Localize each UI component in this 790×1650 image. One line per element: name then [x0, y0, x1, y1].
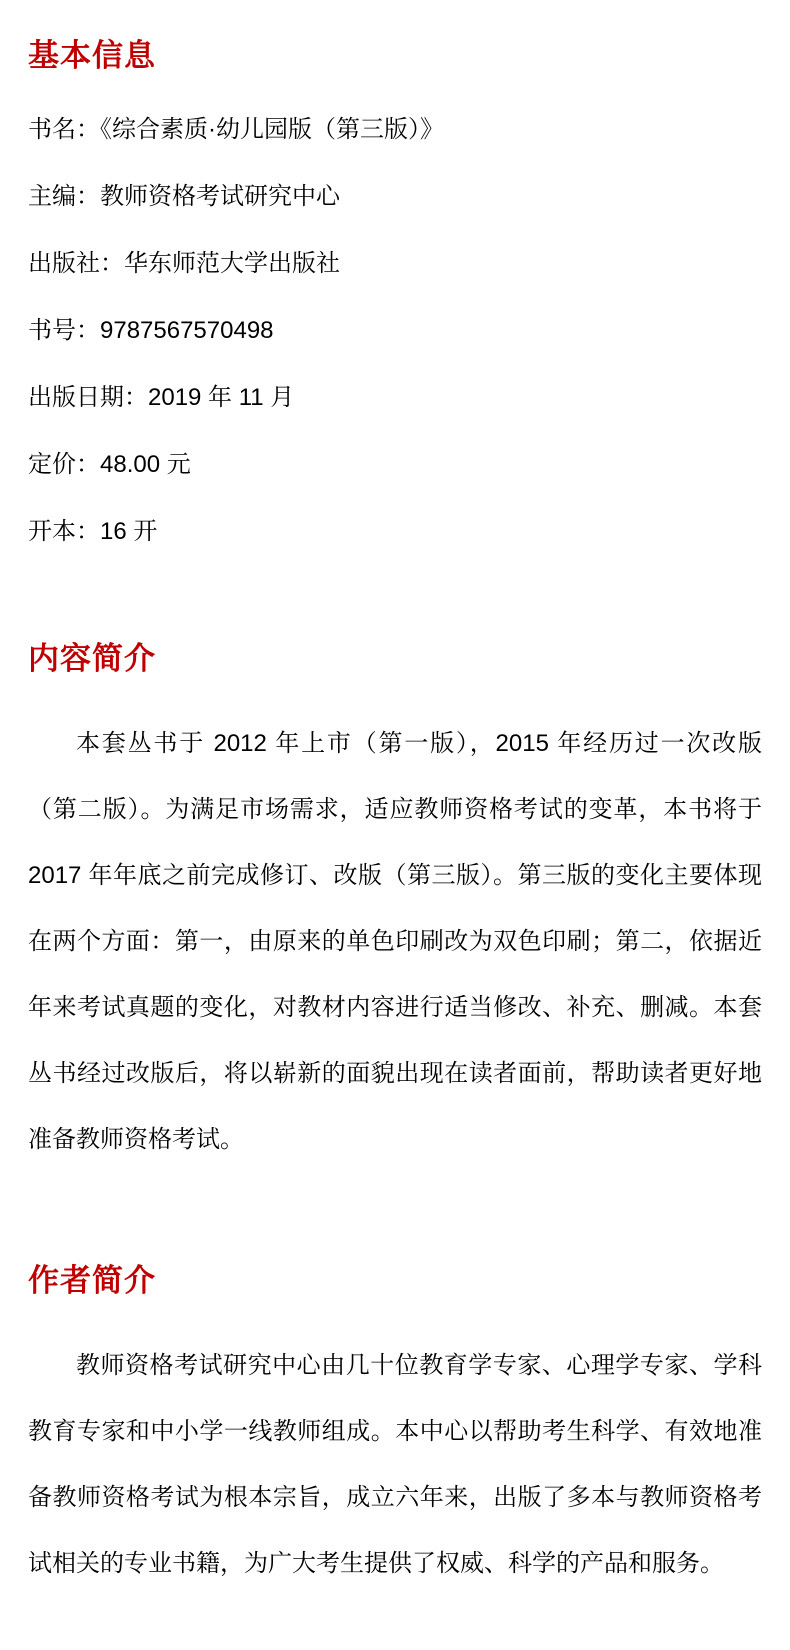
content-intro-paragraph: 本套丛书于 2012 年上市（第一版），2015 年经历过一次改版（第二版）。为满足市场需求，适应教师资格考试的变革，本书将于 2017 年年底之前完成修订、改版（第三版）。第三版的变化主要体现在两个方面：第一，由原来的单色印刷改为双色印刷；第二，依据近年来考试真题的变化，对教材内容进行适当修改、补充、删减。本套丛书经过改版后，将以崭新的面貌出现在读者面前，帮助读者更好地准备教师资格考试。 [28, 730, 762, 1153]
field-editor [28, 163, 762, 230]
field-book-title-label: 书名： [28, 116, 100, 143]
field-isbn-value: 9787567570498 [100, 317, 274, 344]
section-heading-basic-info: 基本信息 [28, 38, 156, 73]
field-editor-label: 主编： [28, 183, 100, 210]
field-isbn-label: 书号： [28, 317, 100, 344]
field-book-title-value: 《综合素质·幼儿园版（第三版）》 [100, 116, 444, 143]
field-isbn [28, 297, 762, 364]
field-editor-value: 教师资格考试研究中心 [100, 183, 340, 210]
field-book-title [28, 96, 762, 163]
field-publish-date-label: 出版日期： [28, 384, 148, 411]
field-publisher-value: 华东师范大学出版社 [124, 250, 340, 277]
field-price-value: 48.00 元 [100, 451, 191, 478]
author-intro-paragraph: 教师资格考试研究中心由几十位教育学专家、心理学专家、学科教育专家和中小学一线教师组成。本中心以帮助考生科学、有效地准备教师资格考试为根本宗旨，成立六年来，出版了多本与教师资格考试相关的专业书籍，为广大考生提供了权威、科学的产品和服务。 [28, 1352, 762, 1577]
field-format [28, 498, 762, 565]
basic-info-list [28, 96, 762, 565]
field-format-label: 开本： [28, 518, 100, 545]
field-publish-date-value: 2019 年 11 月 [148, 384, 295, 411]
field-publisher [28, 230, 762, 297]
field-format-value: 16 开 [100, 518, 158, 545]
section-heading-author-intro: 作者简介 [28, 1263, 156, 1298]
field-publish-date [28, 364, 762, 431]
field-price-label: 定价： [28, 451, 100, 478]
field-publisher-label: 出版社： [28, 250, 124, 277]
field-price [28, 431, 762, 498]
section-heading-content-intro: 内容简介 [28, 641, 156, 676]
